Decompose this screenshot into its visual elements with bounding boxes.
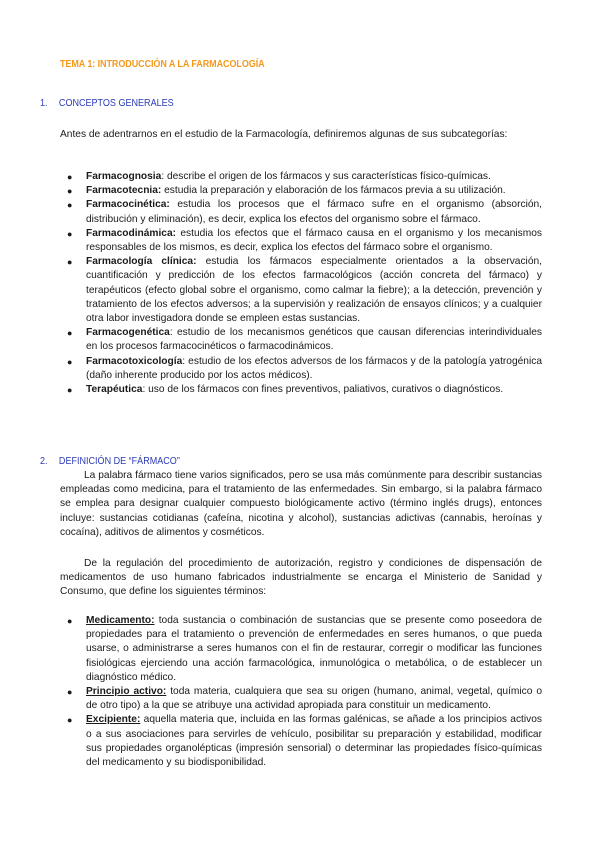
definition-text: toda sustancia o combinación de sustancias que se presente como poseedora de propiedades para el tratamiento o prevención de enfermedades en seres humanos, o que pueda usarse, o administrarse a seres humanos con el fin de restaurar, corregir o modificar las funciones fisiológicas ejerciendo una acción farmacológica, inmunológica o metabólica, o de establecer un diagnóstico médico. <box>86 615 542 683</box>
list-item <box>60 227 542 255</box>
section-2-number: 2. <box>40 455 48 467</box>
term-farmacotoxicologia: Farmacotoxicología <box>86 355 183 367</box>
definition-text: estudia los procesos que el fármaco sufre en el organismo (absorción, distribución y eliminación), es decir, explica los efectos del organismo sobre el fármaco. <box>86 199 542 225</box>
section-2-paragraph-2: De la regulación del procedimiento de autorización, registro y condiciones de dispensación de medicamentos de uso humano fabricados industrialmente se encarga el Ministerio de Sanidad y Consumo, que define los siguientes términos: <box>60 558 542 598</box>
bullet: ● <box>67 687 73 698</box>
section-2-heading <box>40 455 180 467</box>
bullet: ● <box>67 257 73 268</box>
list-item <box>60 685 542 713</box>
definition-text: toda materia, cualquiera que sea su origen (humano, animal, vegetal, químico o de otro tipo) a la que se atribuye una actividad apropiada para constituir un medicamento. <box>86 686 542 712</box>
section-2-title: DEFINICIÓN DE “FÁRMACO” <box>58 455 180 467</box>
term-excipiente: Excipiente: <box>86 714 141 726</box>
term-farmacognosia: Farmacognosia <box>86 171 162 182</box>
bullet: ● <box>67 356 73 367</box>
term-farmacocinetica: Farmacocinética: <box>86 199 170 211</box>
document-title: TEMA 1: INTRODUCCIÓN A LA FARMACOLOGÍA <box>60 58 265 70</box>
term-farmacogenetica: Farmacogenética <box>86 327 170 339</box>
bullet: ● <box>67 172 73 182</box>
definition-text: aquella materia que, incluida en las formas galénicas, se añade a los principios activos o a sus asociaciones para servirles de vehículo, posibilitar su preparación y estabilidad, modificar sus propiedades organolépticas (impresión sensorial) o determinar las propiedades físico-químicas del medicamento y su biodisponibilidad. <box>86 714 542 769</box>
bullet: ● <box>67 616 73 626</box>
bullet: ● <box>67 186 73 197</box>
term-farmacotecnia: Farmacotecnia: <box>86 185 162 197</box>
definition-text: estudia la preparación y elaboración de los fármacos previa a su utilización. <box>161 185 506 197</box>
definition-text: estudia los efectos que el fármaco causa en el organismo y los mecanismos responsables de los mismos, es decir, explica los efectos del fármaco sobre el organismo. <box>86 227 542 254</box>
list-item <box>60 383 542 397</box>
term-principio-activo: Principio activo: <box>86 686 167 698</box>
list-item <box>60 713 542 770</box>
term-medicamento: Medicamento: <box>86 615 155 626</box>
term-farmacologia-clinica: Farmacología clínica: <box>86 256 197 268</box>
definition-text: : estudio de los mecanismos genéticos que causan diferencias interindividuales en los procesos farmacocinéticos o farmacodinámicos. <box>86 327 542 353</box>
terms-list <box>60 614 542 770</box>
bullet: ● <box>67 328 73 339</box>
list-item <box>60 614 542 685</box>
bullet: ● <box>67 715 73 726</box>
section-1-number: 1. <box>40 97 48 109</box>
term-terapeutica: Terapéutica <box>86 384 143 396</box>
list-item <box>60 255 542 326</box>
bullet: ● <box>67 228 73 239</box>
definition-text: estudia los fármacos especialmente orientados a la observación, cuantificación y predicción de los efectos farmacológicos (acción concreta del fármaco) y terapéuticos (efecto global sobre el organismo, como calmar la fiebre); a la detección, prevención y tratamiento de los efectos adversos; a la supervisión y realización de ensayos clínicos; y a cualquier otra labor investigadora donde se empleen estas sustancias. <box>86 256 542 325</box>
definition-text: : estudio de los efectos adversos de los fármacos y de la patología yatrogénica (daño inherente producido por los actos médicos). <box>86 355 542 381</box>
list-item <box>60 184 542 198</box>
section-2-paragraph-1: La palabra fármaco tiene varios significados, pero se usa más comúnmente para describir sustancias empleadas como medicina, para el tratamiento de las enfermedades. Sin embargo, si la palabra fármaco se emplea para designar cualquier compuesto biológicamente activo (término inglés drugs), entonces incluye: sustancias cotidianas (cafeína, nicotina y alcohol), sustancias adictivas (cannabis, heroínas y cocaína), aditivos de alimentos y cosméticos. <box>60 470 542 538</box>
definition-text: : describe el origen de los fármacos y sus características físico-químicas. <box>161 171 491 182</box>
subcategory-list <box>60 170 542 397</box>
section-1-heading <box>40 97 174 109</box>
bullet: ● <box>67 385 73 396</box>
list-item <box>60 170 542 184</box>
list-item <box>60 326 542 354</box>
section-1-intro: Antes de adentrarnos en el estudio de la Farmacología, definiremos algunas de sus subcategorías: <box>60 129 508 140</box>
section-1-title: CONCEPTOS GENERALES <box>58 97 174 109</box>
list-item <box>60 198 542 226</box>
list-item <box>60 355 542 383</box>
definition-text: : uso de los fármacos con fines preventivos, paliativos, curativos o diagnósticos. <box>142 384 504 396</box>
term-farmacodinamica: Farmacodinámica: <box>86 227 177 239</box>
bullet: ● <box>67 200 73 211</box>
